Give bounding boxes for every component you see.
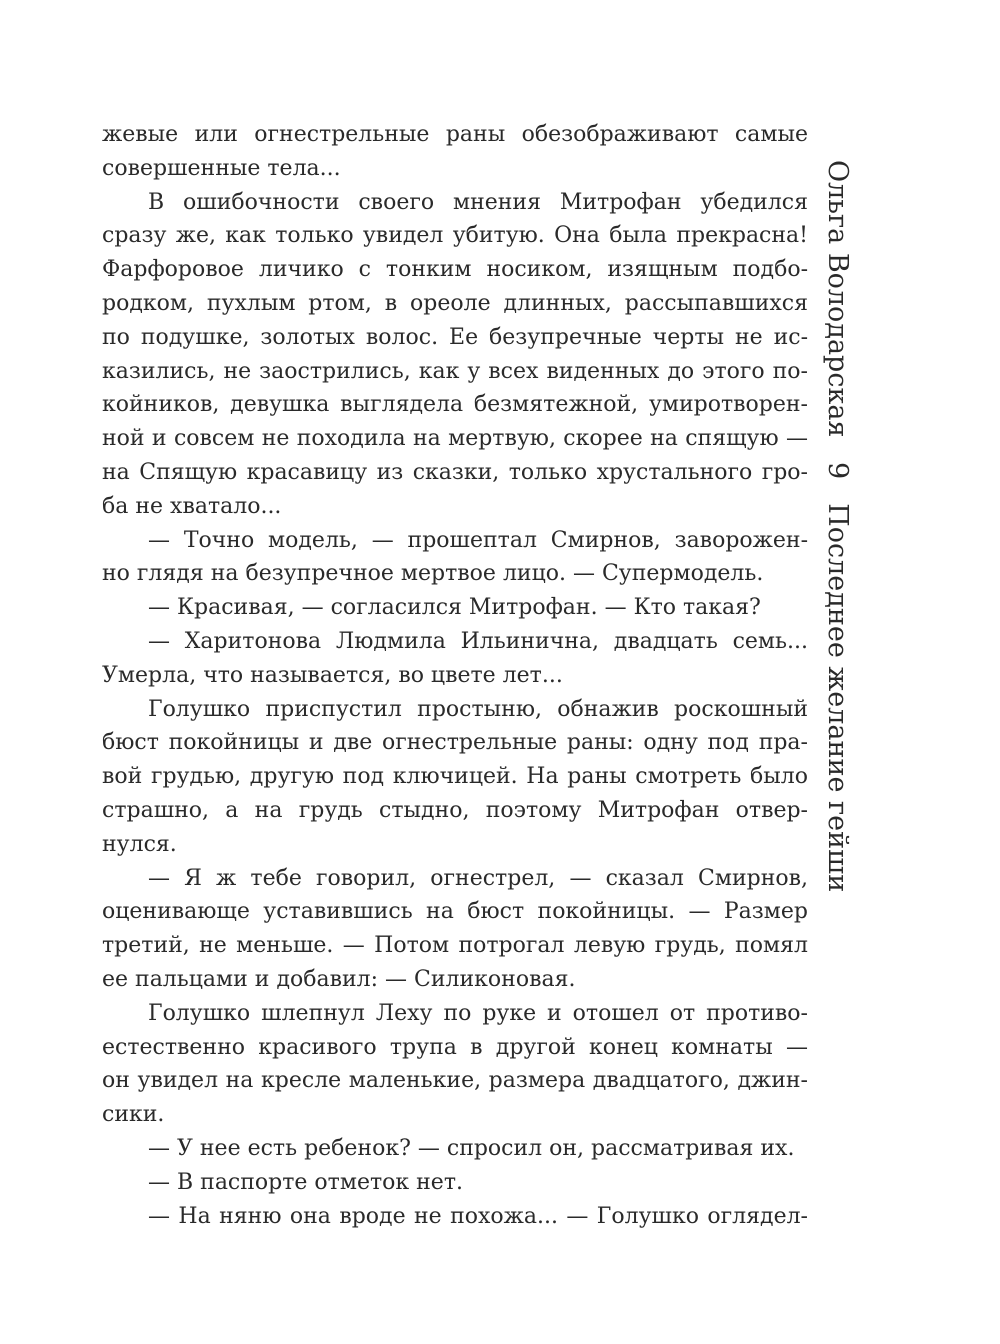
text-line: — Харитонова Людмила Ильинична, двадцать семь... <box>148 628 808 654</box>
text-line: казились, не заострились, как у всех виденных до этого по- <box>102 358 808 384</box>
text-line: сики. <box>102 1102 165 1128</box>
text-line: третий, не меньше. — Потом потрогал левую грудь, помял <box>102 933 808 959</box>
text-line: Фарфоровое личико с тонким носиком, изящным подбо- <box>102 257 808 283</box>
text-line: страшно, а на грудь стыдно, поэтому Митрофан отвер- <box>102 797 808 823</box>
text-line: — У нее есть ребенок? — спросил он, рассматривая их. <box>148 1135 795 1161</box>
running-header <box>822 160 878 893</box>
text-line: койников, девушка выглядела безмятежной, умиротворен- <box>102 392 808 418</box>
text-line: В ошибочности своего мнения Митрофан убедился <box>148 189 808 215</box>
body-text <box>102 118 808 1233</box>
text-line: — Точно модель, — прошептал Смирнов, заворожен- <box>148 527 808 553</box>
text-line: оценивающе уставившись на бюст покойницы. — Размер <box>102 899 808 925</box>
text-line: на Спящую красавицу из сказки, только хрустального гро- <box>102 459 808 485</box>
book-title: Последнее желание гейши <box>822 503 854 893</box>
text-line: нулся. <box>102 831 177 857</box>
text-line: — В паспорте отметок нет. <box>148 1169 463 1195</box>
page-number: 9 <box>822 462 854 480</box>
text-line: ной и совсем не походила на мертвую, скорее на спящую — <box>102 426 808 452</box>
text-line: Голушко шлепнул Леху по руке и отошел от противо- <box>148 1000 808 1026</box>
text-line: сразу же, как только увидел убитую. Она была прекрасна! <box>102 223 808 249</box>
text-line: ба не хватало... <box>102 493 282 519</box>
text-line: Умерла, что называется, во цвете лет... <box>102 662 563 688</box>
text-line: — Я ж тебе говорил, огнестрел, — сказал Смирнов, <box>148 865 808 891</box>
text-line: совершенные тела... <box>102 155 341 181</box>
text-line: — Красивая, — согласился Митрофан. — Кто такая? <box>148 595 761 621</box>
text-line: бюст покойницы и две огнестрельные раны: одну под пра- <box>102 730 808 756</box>
text-line: — На няню она вроде не похожа... — Голушко оглядел- <box>148 1203 808 1229</box>
author-name: Ольга Володарская <box>822 160 854 438</box>
text-line: вой грудью, другую под ключицей. На раны смотреть было <box>102 764 808 790</box>
text-line: он увидел на кресле маленькие, размера двадцатого, джин- <box>102 1068 808 1094</box>
text-line: жевые или огнестрельные раны обезображивают самые <box>102 122 808 147</box>
text-line: по подушке, золотых волос. Ее безупречные черты не ис- <box>102 324 808 350</box>
text-line: родком, пухлым ртом, в ореоле длинных, рассыпавшихся <box>102 290 808 316</box>
text-line: ее пальцами и добавил: — Силиконовая. <box>102 966 576 992</box>
text-line: естественно красивого трупа в другой конец комнаты — <box>102 1034 808 1060</box>
running-header-rotated <box>818 160 858 893</box>
text-line: Голушко приспустил простыню, обнажив роскошный <box>148 696 808 722</box>
text-line: но глядя на безупречное мертвое лицо. — Супермодель. <box>102 561 764 587</box>
